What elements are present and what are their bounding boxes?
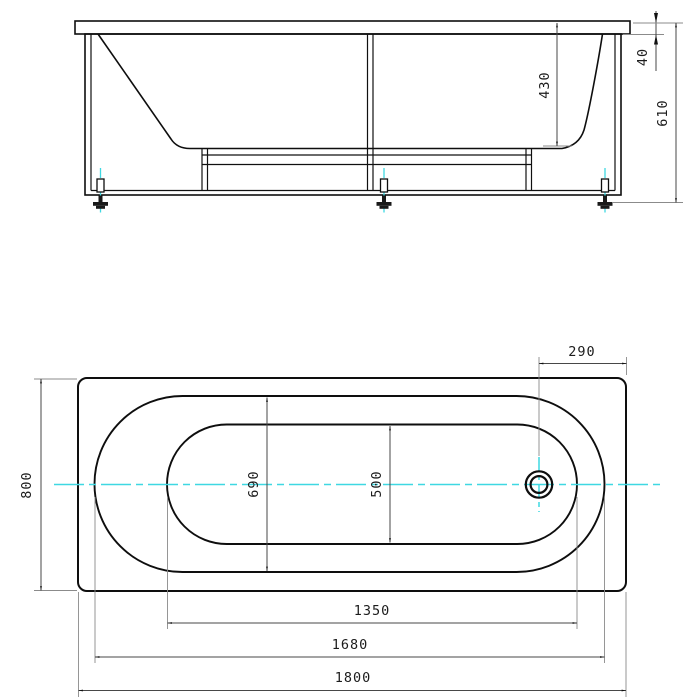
dimension-1680 bbox=[95, 497, 605, 663]
dimension-label: 1350 bbox=[353, 603, 391, 619]
support-frame bbox=[202, 34, 532, 191]
dimension-label: 430 bbox=[537, 71, 553, 99]
dimension-label: 40 bbox=[635, 47, 651, 67]
tub-rim-profile bbox=[75, 21, 630, 34]
dimension-40 bbox=[623, 11, 664, 71]
dimension-430 bbox=[537, 23, 572, 146]
foot-nub bbox=[96, 206, 105, 209]
dimension-label: 1680 bbox=[331, 637, 369, 653]
plan-view bbox=[19, 344, 660, 697]
foot-bolt-head bbox=[602, 179, 609, 192]
dimension-label: 290 bbox=[568, 344, 596, 360]
dimension-label: 1800 bbox=[334, 670, 372, 686]
dimension-label: 800 bbox=[19, 471, 35, 499]
foot-bolt-head bbox=[97, 179, 104, 192]
dimension-1350 bbox=[168, 497, 578, 629]
foot-bolt-head bbox=[381, 179, 388, 192]
arrowhead bbox=[654, 13, 658, 23]
tub-interior-profile bbox=[98, 34, 603, 149]
foot-stem bbox=[603, 196, 607, 203]
foot-flange bbox=[377, 202, 392, 206]
foot-nub bbox=[601, 206, 610, 209]
foot-flange bbox=[598, 202, 613, 206]
foot-nub bbox=[380, 206, 389, 209]
foot-stem bbox=[382, 196, 386, 203]
dimension-label: 610 bbox=[655, 99, 671, 127]
foot-stem bbox=[99, 196, 103, 203]
dimension-label: 690 bbox=[246, 470, 262, 498]
foot-flange bbox=[93, 202, 108, 206]
front-view bbox=[75, 11, 683, 213]
arrowhead bbox=[654, 35, 658, 45]
tub-body-outline bbox=[85, 34, 621, 195]
dimension-label: 500 bbox=[369, 470, 385, 498]
dimension-290 bbox=[539, 344, 627, 456]
